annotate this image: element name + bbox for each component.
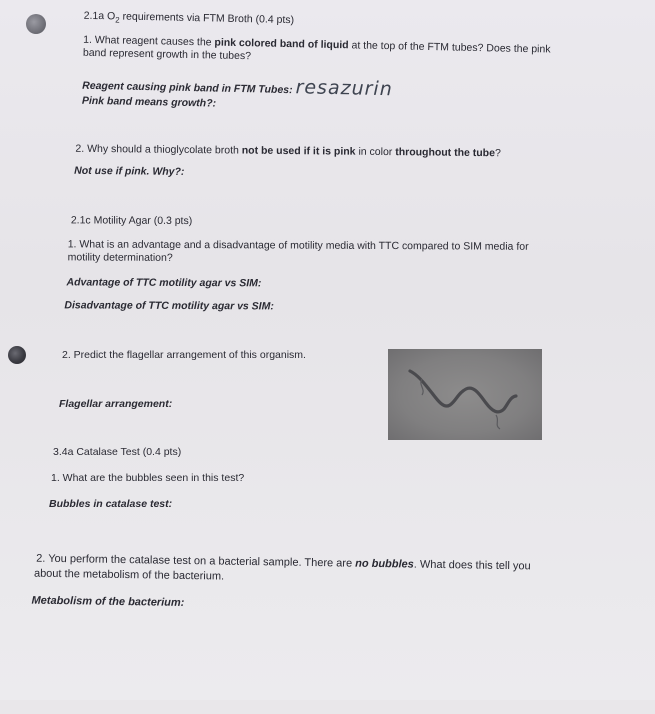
question-flagella: 2. Predict the flagellar arrangement of this organism. [62, 349, 306, 361]
question-thioglycolate: 2. Why should a thioglycolate broth not be used if it is pink in color throughout the tube? [75, 142, 501, 160]
question-catalase-bubbles: 1. What are the bubbles seen in this test? [51, 472, 245, 484]
question-ftm-line1: 1. What reagent causes the pink colored band of liquid at the top of the FTM tubes? Does the pink [83, 33, 551, 56]
question-ftm-line2: band represent growth in the tubes? [82, 46, 252, 63]
disadvantage-label: Disadvantage of TTC motility agar vs SIM: [64, 299, 274, 313]
metabolism-answer-label: Metabolism of the bacterium: [31, 594, 185, 609]
question-no-bubbles-line2: about the metabolism of the bacterium. [33, 567, 225, 583]
thioglycolate-answer-label: Not use if pink. Why?: [74, 164, 185, 178]
section-heading-motility: 2.1c Motility Agar (0.3 pts) [70, 214, 193, 228]
question-motility-line2: motility determination? [67, 251, 173, 264]
reagent-label: Reagent causing pink band in FTM Tubes: resazurin [82, 76, 393, 101]
handwritten-answer-resazurin: resazurin [295, 76, 393, 101]
question-motility-line1: 1. What is an advantage and a disadvantage of motility media with TTC compared to SIM media for [67, 238, 529, 253]
bubbles-answer-label: Bubbles in catalase test: [49, 498, 173, 510]
section-heading-ftm: 2.1a $O_2$ requirements via FTM Broth (0.4 pts) [83, 9, 295, 27]
section-heading-catalase: 3.4a Catalase Test (0.4 pts) [53, 446, 182, 458]
question-no-bubbles-line1: 2. You perform the catalase test on a bacterial sample. There are no bubbles. What does this tell you [36, 552, 531, 573]
pink-band-label: Pink band means growth?: [81, 94, 217, 110]
advantage-label: Advantage of TTC motility agar vs SIM: [66, 276, 262, 290]
flagellar-answer-label: Flagellar arrangement: [59, 398, 173, 410]
